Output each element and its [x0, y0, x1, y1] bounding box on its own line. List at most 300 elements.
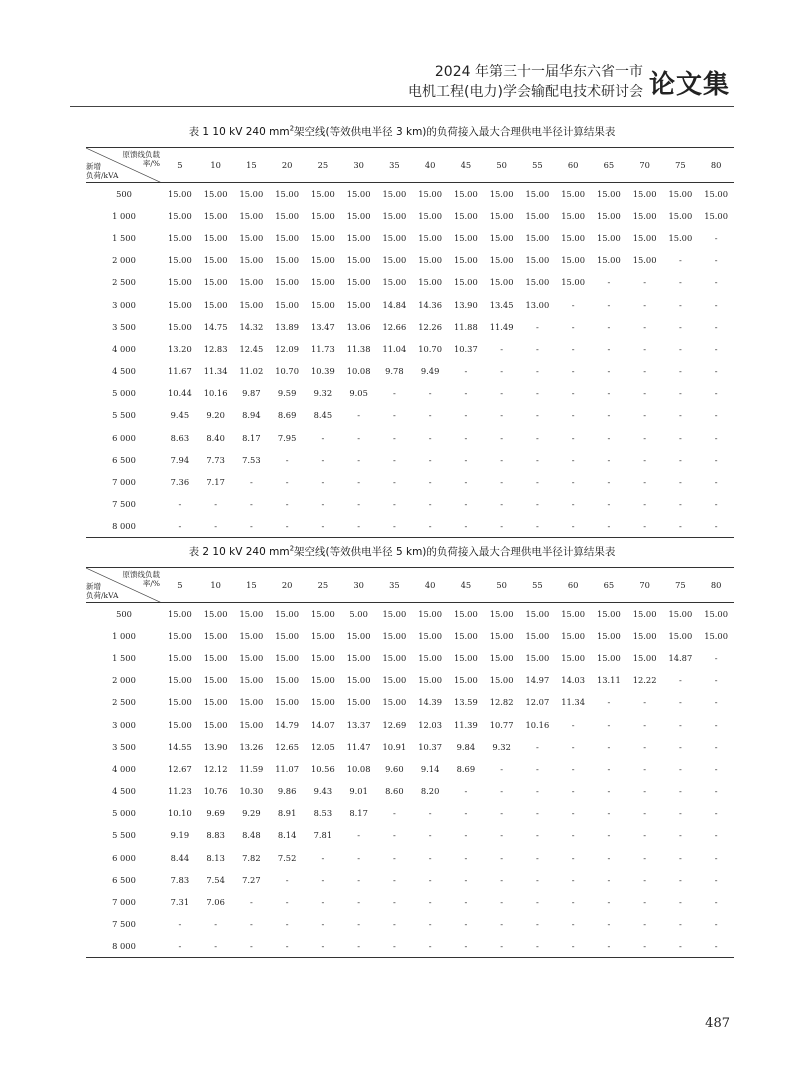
- row-label: 2 500: [112, 697, 136, 708]
- table-cell: 7.53: [242, 454, 261, 465]
- table-cell: -: [714, 830, 718, 841]
- table-cell: 11.23: [167, 786, 192, 797]
- table-cell: -: [571, 741, 575, 752]
- table-cell: 12.45: [239, 343, 264, 354]
- column-header: 25: [305, 148, 341, 183]
- table-cell: -: [678, 830, 682, 841]
- table-cell: 15.00: [382, 652, 407, 663]
- table-cell: 7.52: [277, 852, 297, 863]
- table-cell: -: [392, 852, 396, 863]
- table-cell: -: [678, 919, 682, 930]
- table-cell: 15.00: [525, 630, 550, 641]
- table-cell: 15.00: [310, 232, 335, 243]
- table-cell: 15.00: [382, 277, 407, 288]
- table-cell: 15.00: [418, 608, 442, 619]
- table-cell: 10.70: [275, 366, 299, 377]
- table-cell: -: [714, 343, 718, 354]
- table-cell: -: [607, 410, 611, 421]
- table-cell: -: [428, 432, 432, 443]
- table-cell: 8.44: [170, 852, 190, 863]
- table-cell: -: [643, 277, 647, 288]
- table-cell: 15.00: [561, 630, 585, 641]
- table-cell: -: [714, 477, 718, 488]
- table-cell: -: [535, 763, 539, 774]
- table-cell: -: [678, 675, 682, 686]
- table-cell: -: [714, 299, 718, 310]
- table-cell: 9.14: [420, 763, 440, 774]
- table-cell: 11.02: [239, 366, 264, 377]
- table-cell: 15.00: [596, 652, 621, 663]
- table-cell: -: [321, 477, 325, 488]
- row-label: 4 500: [112, 786, 136, 797]
- table-cell: -: [714, 499, 718, 510]
- corner-bot-line1: 新增: [86, 162, 101, 171]
- table-cell: 15.00: [239, 675, 264, 686]
- table-cell: 13.47: [310, 321, 335, 332]
- table-cell: -: [428, 919, 432, 930]
- row-label: 6 500: [112, 874, 136, 885]
- table-cell: 8.63: [170, 432, 190, 443]
- table-cell: 15.00: [668, 630, 693, 641]
- table-cell: 15.00: [632, 652, 657, 663]
- table-row: [86, 669, 734, 691]
- table-cell: -: [571, 499, 575, 510]
- table-cell: 15.00: [239, 608, 264, 619]
- column-header: 10: [198, 148, 234, 183]
- table-cell: -: [555, 515, 591, 537]
- table-cell: -: [607, 432, 611, 443]
- column-header: 20: [269, 148, 305, 183]
- row-label: 3 500: [112, 741, 136, 752]
- table-cell: -: [714, 652, 718, 663]
- row-label: 3 000: [112, 299, 136, 310]
- table-cell: -: [591, 935, 627, 957]
- row-label: 8 000: [86, 935, 162, 957]
- table-cell: -: [714, 277, 718, 288]
- table-cell: 15.00: [203, 299, 228, 310]
- table-cell: 10.16: [203, 388, 228, 399]
- table-cell: -: [535, 366, 539, 377]
- table-cell: 14.55: [167, 741, 192, 752]
- table-cell: -: [714, 321, 718, 332]
- table-cell: 15.00: [632, 608, 657, 619]
- row-label: 7 000: [112, 897, 136, 908]
- table-cell: -: [321, 852, 325, 863]
- table-2-title-sup: 2: [289, 544, 295, 553]
- table-cell: 14.75: [203, 321, 228, 332]
- table-cell: -: [607, 874, 611, 885]
- table-cell: 12.83: [203, 343, 228, 354]
- row-label: 4 000: [112, 763, 136, 774]
- table-cell: 9.32: [492, 741, 511, 752]
- table-cell: 14.32: [239, 321, 264, 332]
- table-cell: -: [607, 343, 611, 354]
- table-cell: 15.00: [418, 652, 442, 663]
- table-cell: 11.38: [346, 343, 371, 354]
- corner-bottom-label: [86, 162, 118, 180]
- table-cell: 10.30: [239, 786, 264, 797]
- table-cell: -: [285, 919, 289, 930]
- row-label: 2 000: [112, 675, 136, 686]
- column-header: 50: [484, 148, 520, 183]
- table-cell: 15.00: [239, 630, 264, 641]
- table-cell: 15.00: [346, 210, 371, 221]
- table-cell: -: [643, 897, 647, 908]
- table-cell: -: [678, 255, 682, 266]
- table-cell: 15.00: [418, 232, 442, 243]
- column-header: 75: [663, 148, 699, 183]
- table-cell: 10.16: [525, 719, 550, 730]
- table-cell: -: [714, 741, 718, 752]
- column-header: 60: [555, 148, 591, 183]
- table-cell: 15.00: [561, 608, 585, 619]
- table-cell: -: [321, 874, 325, 885]
- corner-bot-line1: 新增: [86, 582, 101, 591]
- table-cell: 15.00: [704, 608, 728, 619]
- table-cell: -: [500, 388, 504, 399]
- table-cell: 12.66: [382, 321, 407, 332]
- table-cell: -: [535, 388, 539, 399]
- table-cell: 7.06: [206, 897, 225, 908]
- table-cell: 13.45: [489, 299, 514, 310]
- table-cell: 12.67: [167, 763, 192, 774]
- table-cell: -: [178, 919, 182, 930]
- header-rule: [70, 106, 734, 107]
- table-cell: 11.88: [453, 321, 478, 332]
- table-cell: 15.00: [310, 299, 335, 310]
- table-cell: -: [714, 697, 718, 708]
- table-row: [86, 515, 734, 537]
- column-header: 70: [627, 148, 663, 183]
- table-2-title: [70, 544, 734, 559]
- table-row: [86, 913, 734, 935]
- table-cell: -: [678, 786, 682, 797]
- table-cell: 15.00: [596, 608, 621, 619]
- table-cell: 15.00: [167, 675, 192, 686]
- table-cell: 15.00: [489, 630, 514, 641]
- table-cell: 9.86: [277, 786, 297, 797]
- table-cell: -: [627, 515, 663, 537]
- table-cell: -: [464, 808, 468, 819]
- table-cell: -: [249, 477, 253, 488]
- table-cell: 15.00: [418, 255, 442, 266]
- column-header: 15: [234, 148, 270, 183]
- table-cell: -: [678, 763, 682, 774]
- corner-top-line2: 率/%: [142, 159, 160, 168]
- table-cell: 15.00: [203, 255, 228, 266]
- table-cell: -: [428, 897, 432, 908]
- table-cell: 15.00: [418, 277, 442, 288]
- header-line-1: 2024 年第三十一届华东六省一市: [434, 64, 643, 80]
- table-cell: 15.00: [596, 232, 621, 243]
- table-cell: 10.77: [489, 719, 514, 730]
- table-row: [86, 471, 734, 493]
- table-cell: 15.00: [167, 608, 192, 619]
- table-cell: -: [357, 410, 361, 421]
- table-cell: -: [607, 277, 611, 288]
- table-cell: -: [428, 477, 432, 488]
- table-cell: 15.00: [632, 255, 657, 266]
- table-cell: 15.00: [596, 255, 621, 266]
- table-cell: 5.00: [349, 608, 368, 619]
- table-cell: 13.59: [453, 697, 478, 708]
- table-cell: -: [607, 388, 611, 399]
- row-label: 6 000: [112, 432, 136, 443]
- table-cell: 10.10: [167, 808, 192, 819]
- table-cell: 8.17: [242, 432, 261, 443]
- table-corner-cell: [86, 148, 162, 183]
- table-cell: -: [678, 808, 682, 819]
- table-cell: -: [500, 499, 504, 510]
- table-cell: -: [643, 741, 647, 752]
- table-cell: 8.53: [313, 808, 333, 819]
- corner-top-label: [123, 570, 161, 588]
- table-cell: 15.00: [453, 255, 478, 266]
- table-cell: -: [571, 432, 575, 443]
- table-cell: -: [663, 515, 699, 537]
- table-cell: -: [714, 432, 718, 443]
- table-cell: -: [678, 366, 682, 377]
- table-cell: -: [428, 499, 432, 510]
- table-cell: 15.00: [704, 210, 728, 221]
- table-cell: -: [714, 255, 718, 266]
- table-cell: -: [357, 477, 361, 488]
- table-1-title-post: 架空线(等效供电半径 3 km)的负荷接入最大合理供电半径计算结果表: [294, 126, 616, 138]
- table-cell: 9.32: [313, 388, 333, 399]
- table-cell: -: [285, 477, 289, 488]
- corner-top-label: [123, 150, 161, 168]
- table-cell: -: [643, 477, 647, 488]
- table-cell: -: [500, 477, 504, 488]
- corner-bottom-label: [86, 582, 118, 600]
- column-header: 30: [341, 148, 377, 183]
- table-cell: 15.00: [167, 232, 192, 243]
- corner-bot-line2: 负荷/kVA: [86, 171, 119, 180]
- table-cell: 7.54: [206, 874, 225, 885]
- table-cell: -: [643, 719, 647, 730]
- table-cell: 10.56: [310, 763, 335, 774]
- table-cell: -: [535, 786, 539, 797]
- table-cell: 10.37: [453, 343, 478, 354]
- table-cell: -: [341, 935, 377, 957]
- table-cell: -: [555, 935, 591, 957]
- table-cell: 8.69: [277, 410, 297, 421]
- table-cell: -: [678, 343, 682, 354]
- table-row: [86, 691, 734, 713]
- table-cell: 15.00: [668, 210, 693, 221]
- table-cell: 15.00: [346, 675, 371, 686]
- table-cell: -: [714, 366, 718, 377]
- table-cell: 15.00: [167, 719, 192, 730]
- table-cell: 15.00: [346, 232, 371, 243]
- table-cell: -: [571, 719, 575, 730]
- table-cell: -: [607, 919, 611, 930]
- table-cell: 7.94: [170, 454, 190, 465]
- table-cell: 15.00: [346, 697, 371, 708]
- table-cell: 7.36: [170, 477, 190, 488]
- table-cell: 15.00: [382, 697, 407, 708]
- table-cell: 10.08: [346, 763, 371, 774]
- table-row: [86, 647, 734, 669]
- table-cell: 13.26: [239, 741, 264, 752]
- table-cell: 15.00: [203, 697, 228, 708]
- table-cell: 15.00: [203, 675, 228, 686]
- table-cell: -: [678, 897, 682, 908]
- table-cell: 9.05: [349, 388, 368, 399]
- table-cell: 15.00: [668, 608, 693, 619]
- table-cell: -: [678, 388, 682, 399]
- table-cell: 8.20: [420, 786, 440, 797]
- table-cell: -: [714, 410, 718, 421]
- table-cell: 14.07: [310, 719, 335, 730]
- table-cell: -: [448, 935, 484, 957]
- table-cell: -: [428, 852, 432, 863]
- table-cell: -: [392, 874, 396, 885]
- table-cell: 15.00: [632, 232, 657, 243]
- column-header: 20: [269, 568, 305, 603]
- table-cell: 15.00: [346, 255, 371, 266]
- table-cell: -: [464, 366, 468, 377]
- table-cell: 10.37: [418, 741, 442, 752]
- table-cell: 15.00: [525, 652, 550, 663]
- table-cell: 15.00: [239, 697, 264, 708]
- row-label: 8 000: [86, 515, 162, 537]
- table-cell: -: [234, 935, 270, 957]
- table-cell: -: [428, 410, 432, 421]
- table-cell: 13.11: [596, 675, 621, 686]
- table-cell: -: [392, 432, 396, 443]
- table-cell: 15.00: [489, 188, 514, 199]
- table-cell: -: [214, 499, 218, 510]
- table-row: [86, 271, 734, 293]
- table-cell: -: [535, 741, 539, 752]
- table-cell: 15.00: [167, 210, 192, 221]
- table-cell: 12.65: [275, 741, 299, 752]
- table-cell: -: [714, 719, 718, 730]
- row-label: 1 000: [112, 210, 136, 221]
- table-cell: 9.49: [420, 366, 440, 377]
- column-header: 55: [520, 148, 556, 183]
- table-cell: 9.01: [349, 786, 368, 797]
- table-cell: 13.90: [203, 741, 228, 752]
- table-cell: -: [464, 919, 468, 930]
- row-label: 5 000: [112, 388, 136, 399]
- table-cell: 15.00: [668, 188, 693, 199]
- table-cell: 8.17: [349, 808, 368, 819]
- table-cell: 15.00: [382, 630, 407, 641]
- table-cell: 15.00: [310, 210, 335, 221]
- table-cell: -: [428, 830, 432, 841]
- table-cell: 9.29: [242, 808, 261, 819]
- table-cell: 15.00: [310, 188, 335, 199]
- table-cell: 15.00: [310, 630, 335, 641]
- table-cell: 15.00: [525, 255, 550, 266]
- table-cell: 15.00: [632, 210, 657, 221]
- table-cell: 15.00: [310, 652, 335, 663]
- table-cell: -: [571, 897, 575, 908]
- column-header: 80: [698, 148, 734, 183]
- corner-top-line1: 原馈线负载: [122, 570, 160, 579]
- table-cell: 15.00: [203, 277, 228, 288]
- table-cell: -: [714, 675, 718, 686]
- table-cell: -: [607, 299, 611, 310]
- table-cell: -: [357, 499, 361, 510]
- table-cell: 15.00: [418, 210, 442, 221]
- table-cell: -: [285, 499, 289, 510]
- table-row: [86, 205, 734, 227]
- table-cell: 10.76: [203, 786, 228, 797]
- header-badge: 论文集: [648, 69, 730, 100]
- table-cell: 13.90: [453, 299, 478, 310]
- table-cell: -: [392, 499, 396, 510]
- table-cell: 13.89: [275, 321, 299, 332]
- table-cell: -: [678, 874, 682, 885]
- table-cell: 15.00: [239, 210, 264, 221]
- table-cell: -: [607, 897, 611, 908]
- table-row: [86, 316, 734, 338]
- table-row: [86, 935, 734, 957]
- row-label: 1 500: [112, 232, 136, 243]
- table-cell: 7.73: [206, 454, 225, 465]
- table-cell: -: [535, 897, 539, 908]
- table-row: [86, 360, 734, 382]
- table-cell: -: [571, 808, 575, 819]
- row-label: 1 000: [112, 630, 136, 641]
- table-cell: -: [269, 515, 305, 537]
- table-cell: 15.00: [453, 608, 478, 619]
- table-cell: -: [412, 515, 448, 537]
- table-cell: 10.91: [382, 741, 407, 752]
- table-1-title: [70, 124, 734, 139]
- row-label: 2 000: [112, 255, 136, 266]
- table-cell: -: [714, 919, 718, 930]
- table-cell: 11.34: [203, 366, 228, 377]
- row-label: 6 500: [112, 454, 136, 465]
- table-cell: -: [607, 697, 611, 708]
- table-row: [86, 227, 734, 249]
- table-cell: 15.00: [275, 697, 299, 708]
- table-cell: 13.20: [167, 343, 192, 354]
- table-cell: 15.00: [453, 277, 478, 288]
- table-row: [86, 847, 734, 869]
- table-cell: -: [714, 763, 718, 774]
- table-cell: -: [464, 454, 468, 465]
- table-cell: 9.19: [170, 830, 190, 841]
- table-cell: 15.00: [596, 188, 621, 199]
- row-label: 1 500: [112, 652, 136, 663]
- table-cell: -: [535, 477, 539, 488]
- table-cell: -: [357, 830, 361, 841]
- table-cell: -: [285, 897, 289, 908]
- table-cell: 12.26: [418, 321, 442, 332]
- row-label: 5 500: [112, 830, 136, 841]
- table-cell: -: [448, 515, 484, 537]
- table-cell: 7.81: [313, 830, 333, 841]
- table-cell: -: [535, 343, 539, 354]
- table-cell: -: [571, 388, 575, 399]
- table-cell: 15.00: [203, 232, 228, 243]
- table-cell: -: [285, 454, 289, 465]
- column-header: 60: [555, 568, 591, 603]
- table-cell: -: [714, 874, 718, 885]
- column-header: 5: [162, 568, 198, 603]
- table-cell: 15.00: [310, 608, 335, 619]
- table-cell: 8.14: [277, 830, 297, 841]
- table-cell: 15.00: [203, 188, 228, 199]
- table-cell: -: [178, 499, 182, 510]
- table-cell: -: [464, 786, 468, 797]
- row-label: 2 500: [112, 277, 136, 288]
